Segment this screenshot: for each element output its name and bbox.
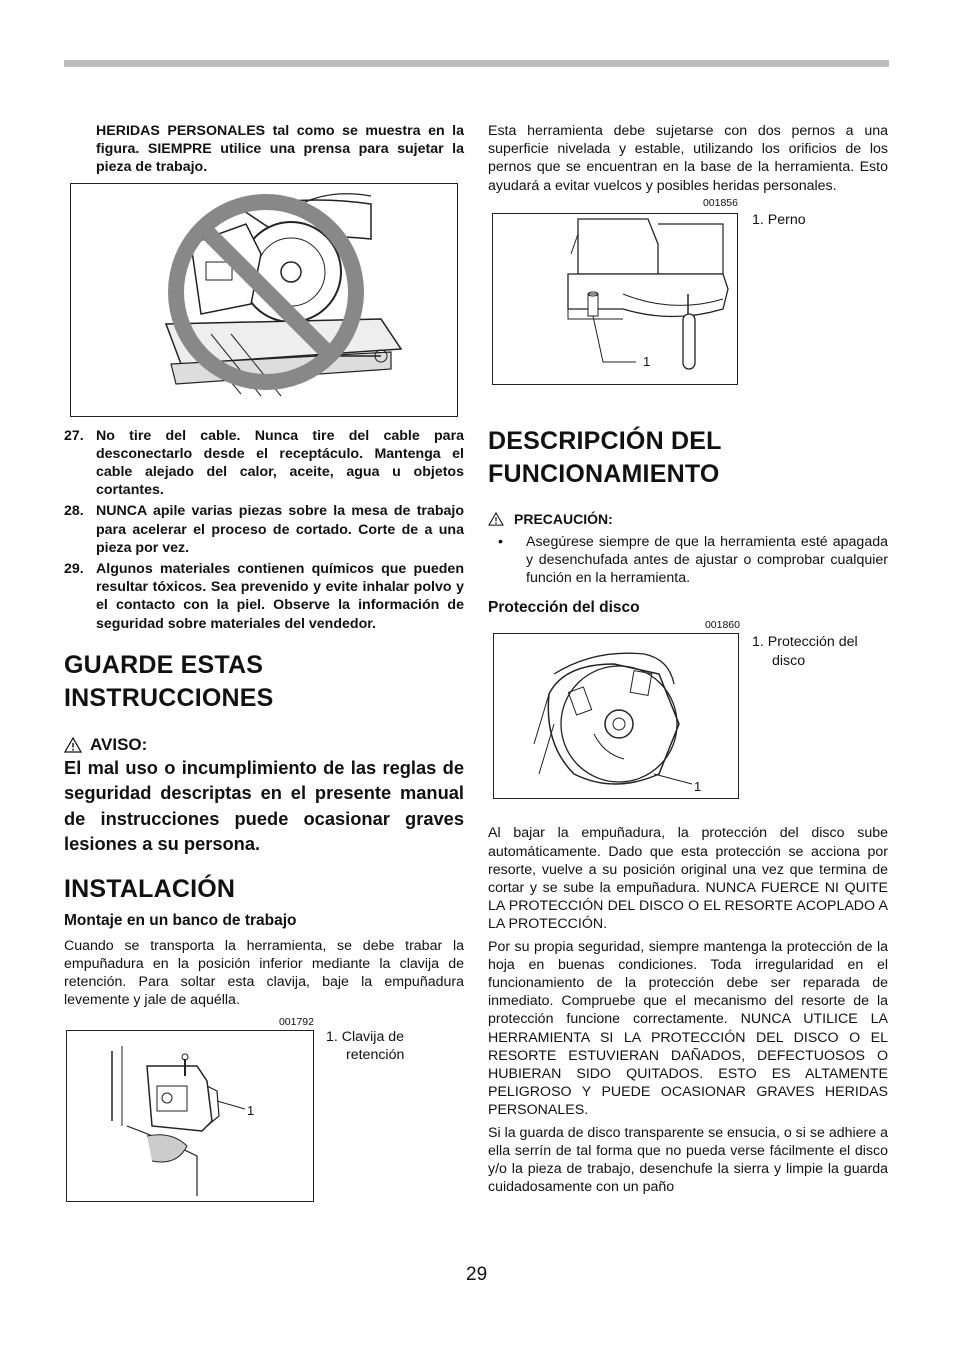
caution-text: Asegúrese siempre de que la herramienta esté apagada y desenchufada antes de ajustar o comprobar cualquier función en la herramienta.	[526, 533, 888, 587]
caption-line-1: 1. Protección del	[752, 634, 858, 651]
bolt-figure	[492, 213, 738, 385]
warning-triangle-icon	[64, 737, 82, 753]
item-text: Algunos materiales contienen químicos que pueden resultar tóxicos. Sea prevenido y evite inhalar polvo y el contacto con la piel. Observe la información de seguridad sobre materiales del vendedor.	[96, 561, 464, 632]
item-number: 28.	[64, 503, 84, 520]
bench-mounting-subheading: Montaje en un banco de trabajo	[64, 911, 297, 929]
blade-guard-figure-area	[488, 619, 888, 814]
stopper-pin-figure-area	[64, 1016, 464, 1206]
caption-line-2: disco	[772, 652, 806, 669]
page-number: 29	[466, 1264, 488, 1285]
operation-description-heading	[488, 425, 888, 491]
right-column	[488, 122, 888, 1196]
bolt-mounting-text: Esta herramienta debe sujetarse con dos pernos a una superficie nivelada y estable, utilizando los orificios de los pernos que se encuentran en la base de la herramienta. Esto ayudará a evitar vuelcos y posibles heridas personales.	[488, 123, 888, 194]
item-number: 27.	[64, 427, 84, 444]
blade-guard-subheading: Protección del disco	[488, 599, 640, 617]
stopper-pin-figure	[66, 1030, 314, 1202]
blade-guard-figure	[493, 633, 739, 799]
warning-triangle-icon	[488, 512, 504, 526]
figure-code: 001792	[278, 1015, 314, 1028]
stopper-pin-illustration	[67, 1031, 313, 1201]
warning-block	[64, 735, 464, 857]
warning-label: AVISO:	[90, 734, 148, 754]
figure-caption: 1. Perno	[752, 211, 806, 228]
heading-line-2: INSTRUCCIONES	[64, 683, 274, 712]
blade-guard-paragraph-3: Si la guarda de disco transparente se ensucia, o si se adhiere a ella serrín de tal forma que no pueda verse fácilmente el disco y/o la pieza de trabajo, desenchufe la sierra y limpie la guarda cuidadosamente con un paño	[488, 1124, 888, 1196]
list-item	[64, 502, 464, 557]
figure-callout: 1	[247, 1102, 255, 1118]
save-instructions-heading	[64, 649, 464, 715]
prohibited-clamping-figure	[70, 183, 458, 417]
caution-bullet-item	[488, 533, 888, 588]
saw-base-bolt-illustration	[493, 214, 737, 384]
caution-header	[488, 511, 888, 527]
list-item	[64, 560, 464, 633]
bench-mounting-text: Cuando se transporta la herramienta, se debe trabar la empuñadura en la posición inferior mediante la clavija de retención. Para soltar esta clavija, baje la empuñadura levemente y jale de aquélla.	[64, 937, 464, 1009]
intro-warning-text: HERIDAS PERSONALES tal como se muestra en la figura. SIEMPRE utilice una prensa para sujetar la pieza de trabajo.	[96, 123, 464, 176]
blade-guard-illustration	[494, 634, 738, 798]
warning-text: El mal uso o incumplimiento de las reglas de seguridad descriptas en el presente manual de instrucciones puede ocasionar graves lesiones a su persona.	[64, 756, 464, 855]
figure-callout: 1	[643, 353, 651, 369]
warning-header	[64, 735, 464, 755]
left-column	[64, 122, 464, 1206]
caution-label: PRECAUCIÓN:	[514, 510, 613, 527]
figure-caption	[752, 633, 858, 669]
caption-line-1: 1. Clavija de	[326, 1028, 405, 1045]
heading-line-2: FUNCIONAMIENTO	[488, 459, 720, 488]
heading-line-1: DESCRIPCIÓN DEL	[488, 426, 722, 455]
bullet-marker: •	[498, 533, 503, 550]
list-item	[64, 427, 464, 500]
blade-guard-paragraph-1: Al bajar la empuñadura, la protección del disco sube automáticamente. Dado que esta protección se acciona por resorte, vuelve a su posición original una vez que termina de cortar y se sube la empuñadura. NUNCA FUERCE NI QUITE LA PROTECCIÓN DEL DISCO O EL RESORTE ACOPLADO A LA PROTECCIÓN.	[488, 825, 888, 933]
item-text: No tire del cable. Nunca tire del cable para desconectarlo desde el receptáculo. Mantenga el cable alejado del calor, aceite, agua u objetos cortantes.	[96, 427, 464, 499]
figure-callout: 1	[694, 779, 702, 795]
installation-heading: INSTALACIÓN	[64, 874, 236, 903]
safety-rules-list	[64, 427, 464, 633]
prohibited-hand-saw-illustration	[71, 184, 457, 416]
figure-caption	[326, 1028, 404, 1064]
item-number: 29.	[64, 561, 84, 578]
figure-code: 001860	[704, 619, 740, 632]
caption-line-2: retención	[346, 1046, 405, 1063]
heading-line-1: GUARDE ESTAS	[64, 650, 264, 679]
bolt-figure-area	[488, 197, 888, 387]
item-text: NUNCA apile varias piezas sobre la mesa de trabajo para acelerar el proceso de cortado. Corte de a una pieza por vez.	[96, 503, 464, 556]
blade-guard-paragraph-2: Por su propia seguridad, siempre mantenga la protección de la hoja en buenas condiciones. Toda irregularidad en el funcionamiento de la protección debe ser reparada de inmediato. Compruebe que el mecanismo del resorte de la protección funcione correctamente. NUNCA UTILICE LA HERRAMIENTA SI LA PROTECCIÓN DEL DISCO O EL RESORTE ESTUVIERAN DAÑADOS, DEFECTUOSOS O HUBIERAN SIDO QUITADOS. ESTO ES ALTAMENTE PELIGROSO Y PUEDE OCASIONAR GRAVES HERIDAS PERSONALES.	[488, 938, 888, 1119]
figure-code: 001856	[702, 196, 738, 209]
header-rule	[64, 60, 889, 67]
